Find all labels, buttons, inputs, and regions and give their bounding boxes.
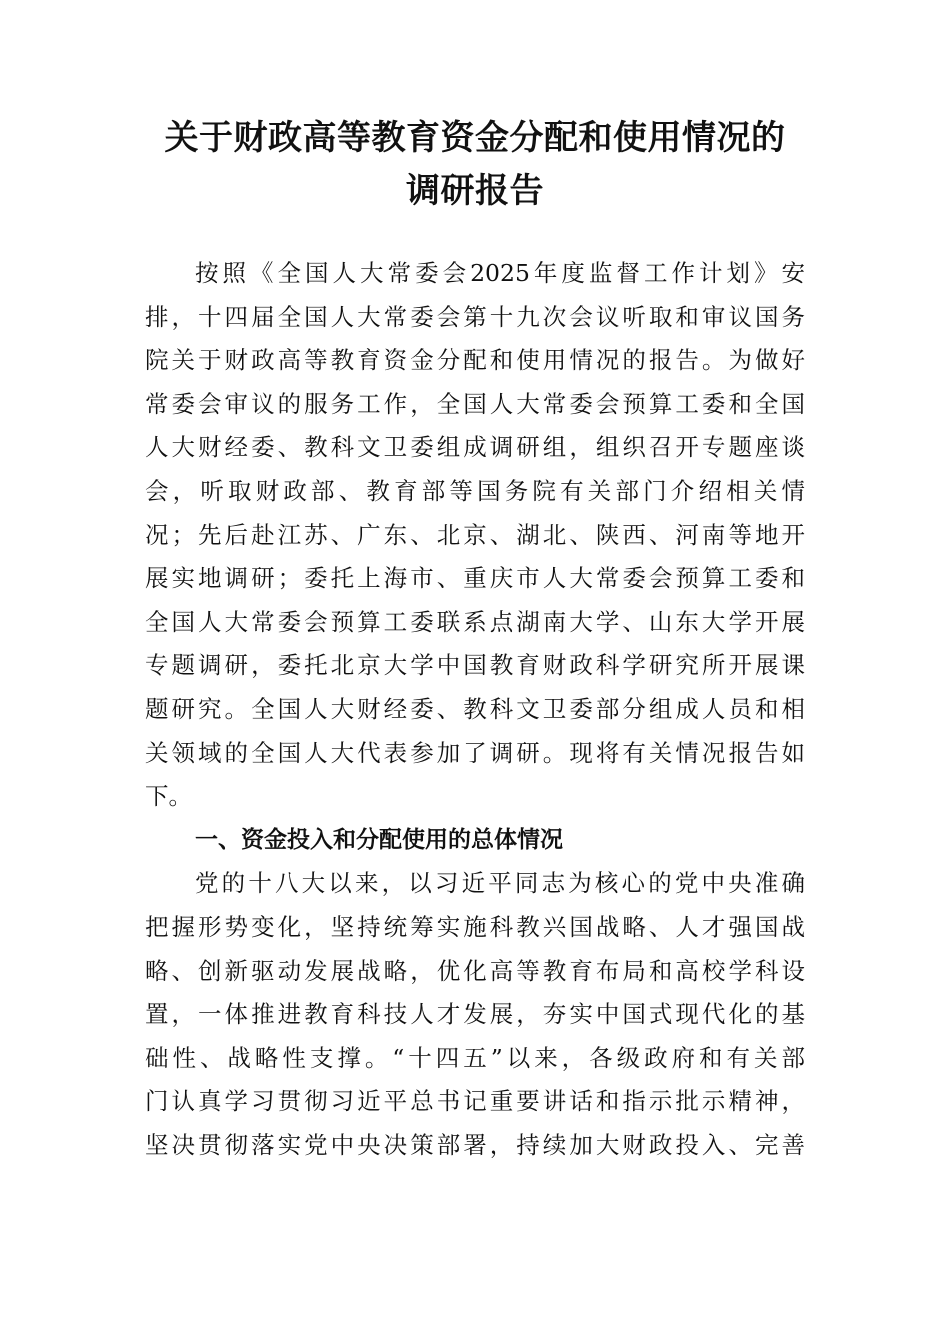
paragraph-line: 院关于财政高等教育资金分配和使用情况的报告。为做好 [145, 346, 805, 375]
paragraph-line: 题研究。全国人大财经委、教科文卫委部分组成人员和相 [145, 694, 805, 723]
paragraph-line: 排，十四届全国人大常委会第十九次会议听取和审议国务 [145, 302, 805, 331]
paragraph-line: 门认真学习贯彻习近平总书记重要讲话和指示批示精神， [145, 1087, 805, 1116]
paragraph-line: 全国人大常委会预算工委联系点湖南大学、山东大学开展 [145, 607, 805, 636]
paragraph-line: 会，听取财政部、教育部等国务院有关部门介绍相关情 [145, 476, 805, 505]
paragraph-line: 党的十八大以来，以习近平同志为核心的党中央准确 [195, 869, 805, 898]
paragraph-line: 人大财经委、教科文卫委组成调研组，组织召开专题座谈 [145, 433, 805, 462]
paragraph-line: 略、创新驱动发展战略，优化高等教育布局和高校学科设 [145, 956, 805, 985]
paragraph-line: 下。 [145, 782, 192, 811]
paragraph-line: 坚决贯彻落实党中央决策部署，持续加大财政投入、完善 [145, 1130, 805, 1159]
paragraph-line: 况；先后赴江苏、广东、北京、湖北、陕西、河南等地开 [145, 520, 805, 549]
paragraph-line: 常委会审议的服务工作，全国人大常委会预算工委和全国 [145, 389, 805, 418]
paragraph-line: 关领域的全国人大代表参加了调研。现将有关情况报告如 [145, 738, 805, 767]
document-body [145, 252, 805, 1167]
paragraph-line: 置，一体推进教育科技人才发展，夯实中国式现代化的基 [145, 1000, 805, 1029]
section-heading: 一、资金投入和分配使用的总体情况 [195, 826, 563, 853]
title-line-1: 关于财政高等教育资金分配和使用情况的 [164, 118, 786, 158]
page-title [120, 112, 830, 218]
section-paragraph [145, 862, 805, 1167]
paragraph-line: 把握形势变化，坚持统筹实施科教兴国战略、人才强国战 [145, 912, 805, 941]
intro-paragraph [145, 252, 805, 819]
title-line-2: 调研报告 [406, 171, 544, 211]
paragraph-line: 专题调研，委托北京大学中国教育财政科学研究所开展课 [145, 651, 805, 680]
paragraph-line: 础性、战略性支撑。“十四五”以来，各级政府和有关部 [145, 1043, 805, 1072]
paragraph-line: 展实地调研；委托上海市、重庆市人大常委会预算工委和 [145, 564, 805, 593]
paragraph-line: 按照《全国人大常委会2025年度监督工作计划》安 [195, 259, 805, 287]
